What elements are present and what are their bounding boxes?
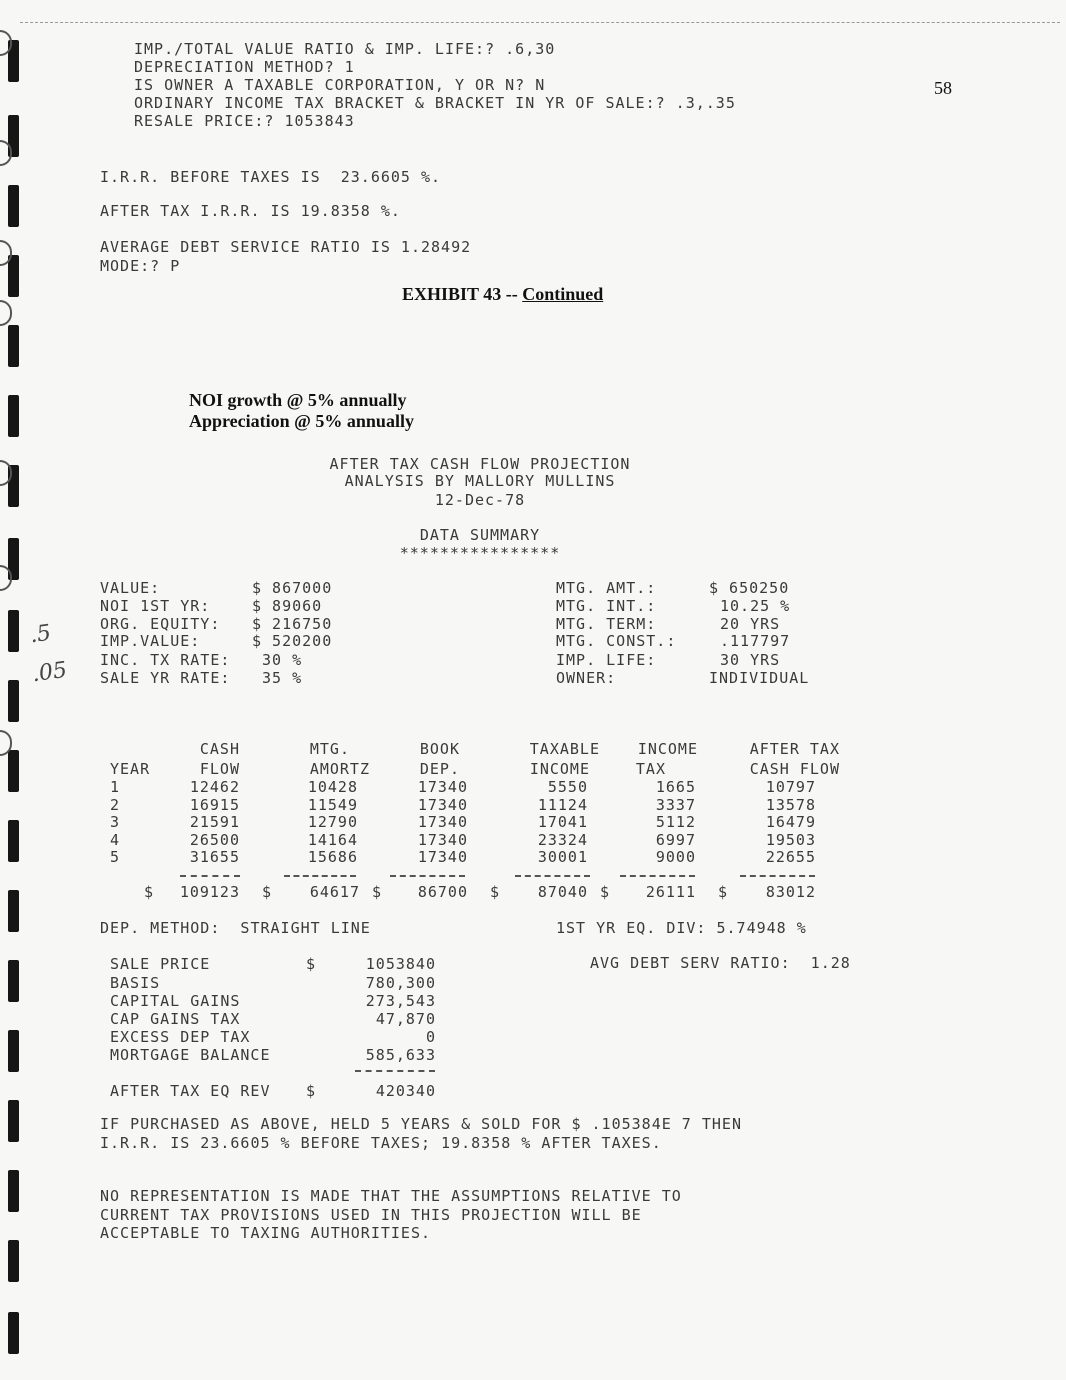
table-header: DEP. xyxy=(419,760,460,778)
table-header: FLOW xyxy=(199,760,240,778)
purchase-line: I.R.R. IS 23.6605 % BEFORE TAXES; 19.8358 % AFTER TAXES. xyxy=(100,1134,662,1152)
summary-label: MTG. TERM: xyxy=(556,615,657,633)
table-cell: 23324 xyxy=(537,830,588,849)
total-value: 109123 xyxy=(179,883,240,901)
table-cell: 17340 xyxy=(417,830,468,849)
summary-label: OWNER: xyxy=(556,669,617,687)
appreciation: Appreciation @ 5% annually xyxy=(189,411,414,431)
dep-method: DEP. METHOD: STRAIGHT LINE xyxy=(100,919,371,937)
report-title: AFTER TAX CASH FLOW PROJECTION xyxy=(329,455,631,473)
summary-value: 30 % xyxy=(262,651,303,669)
first-year-dividend: 1ST YR EQ. DIV: 5.74948 % xyxy=(556,919,807,937)
binding-hole xyxy=(8,185,19,227)
sale-label: BASIS xyxy=(110,974,161,992)
total-rule xyxy=(390,875,465,877)
table-cell: 16479 xyxy=(765,813,816,831)
total-prefix: $ xyxy=(372,883,383,901)
table-year-cell: 5 xyxy=(110,848,121,866)
total-value: 83012 xyxy=(765,883,816,901)
data-summary-title: DATA SUMMARY xyxy=(419,526,541,544)
table-cell: 10797 xyxy=(765,778,816,796)
table-header: CASH FLOW xyxy=(749,760,840,778)
total-value: 87040 xyxy=(537,883,588,901)
binding-hole xyxy=(8,1100,19,1142)
total-value: 86700 xyxy=(417,883,468,901)
summary-label: MTG. INT.: xyxy=(556,597,657,615)
summary-label: MTG. AMT.: xyxy=(556,579,657,597)
total-prefix: $ xyxy=(262,883,273,901)
disclaimer-line: ACCEPTABLE TO TAXING AUTHORITIES. xyxy=(100,1224,432,1242)
disclaimer-line: CURRENT TAX PROVISIONS USED IN THIS PROJECTION WILL BE xyxy=(100,1206,642,1224)
table-cell: 9000 xyxy=(655,848,696,866)
table-header: TAX xyxy=(635,760,666,778)
top-edge-line xyxy=(20,22,1060,23)
table-cell: 22655 xyxy=(765,848,816,866)
table-cell: 10428 xyxy=(307,778,358,796)
table-cell: 26500 xyxy=(189,830,240,849)
after-tax-rev-value: 420340 xyxy=(375,1082,436,1100)
table-cell: 1665 xyxy=(655,778,696,796)
table-header: INCOME xyxy=(637,740,698,758)
input-line: DEPRECIATION METHOD? 1 xyxy=(134,58,355,76)
total-prefix: $ xyxy=(600,883,611,901)
data-summary-stars: **************** xyxy=(399,544,561,562)
table-cell: 12790 xyxy=(307,813,358,831)
table-cell: 11549 xyxy=(307,795,358,814)
sale-label: EXCESS DEP TAX xyxy=(110,1028,251,1046)
handwritten-note: .05 xyxy=(30,657,69,688)
table-cell: 15686 xyxy=(307,848,358,866)
irr-after-taxes: AFTER TAX I.R.R. IS 19.8358 %. xyxy=(100,202,401,220)
total-rule xyxy=(180,875,240,877)
binding-hole xyxy=(8,325,19,367)
input-line: IMP./TOTAL VALUE RATIO & IMP. LIFE:? .6,30 xyxy=(134,40,556,58)
summary-label: MTG. CONST.: xyxy=(556,632,677,650)
avg-debt-serv-ratio: AVG DEBT SERV RATIO: 1.28 xyxy=(590,954,851,972)
summary-value: $ 520200 xyxy=(252,632,333,650)
summary-label: IMP.VALUE: xyxy=(100,632,201,650)
handwritten-note: .5 xyxy=(28,620,53,649)
sale-value: 273,543 xyxy=(365,992,436,1010)
table-cell: 5550 xyxy=(547,778,588,796)
binding-hole xyxy=(8,395,19,437)
total-value: 26111 xyxy=(645,883,696,901)
binding-hole xyxy=(8,255,19,297)
binding-hole xyxy=(8,890,19,932)
summary-value: 10.25 % xyxy=(720,597,791,615)
sale-prefix: $ xyxy=(306,955,317,973)
binding-hole xyxy=(8,750,19,792)
summary-label: NOI 1ST YR: xyxy=(100,597,211,615)
total-prefix: $ xyxy=(718,883,729,901)
table-cell: 19503 xyxy=(765,830,816,849)
summary-label: VALUE: xyxy=(100,579,161,597)
irr-before-taxes: I.R.R. BEFORE TAXES IS 23.6605 %. xyxy=(100,168,442,186)
summary-value: $ 867000 xyxy=(252,579,333,597)
binding-hole xyxy=(8,820,19,862)
summary-label: INC. TX RATE: xyxy=(100,651,231,669)
table-cell: 5112 xyxy=(655,813,696,831)
total-prefix: $ xyxy=(490,883,501,901)
sale-value: 0 xyxy=(425,1028,436,1046)
table-cell: 17340 xyxy=(417,848,468,866)
total-value: 64617 xyxy=(309,883,360,901)
total-rule xyxy=(515,875,590,877)
summary-value: 20 YRS xyxy=(720,615,781,633)
table-header: BOOK xyxy=(419,740,460,758)
table-cell: 11124 xyxy=(537,795,588,814)
table-year-cell: 4 xyxy=(110,830,121,849)
total-rule xyxy=(740,875,815,877)
binding-hole xyxy=(8,1240,19,1282)
binding-hole xyxy=(8,1030,19,1072)
binding-hole xyxy=(8,1170,19,1212)
purchase-line: IF PURCHASED AS ABOVE, HELD 5 YEARS & SOLD FOR $ .105384E 7 THEN xyxy=(100,1115,742,1133)
input-line: RESALE PRICE:? 1053843 xyxy=(134,112,355,130)
sale-label: MORTGAGE BALANCE xyxy=(110,1046,271,1064)
total-prefix: $ xyxy=(144,883,155,901)
table-cell: 31655 xyxy=(189,848,240,866)
page-number: 58 xyxy=(934,78,952,98)
table-header: CASH xyxy=(199,740,240,758)
table-header: YEAR xyxy=(110,760,151,778)
table-cell: 16915 xyxy=(189,795,240,814)
table-year-cell: 3 xyxy=(110,813,121,831)
sale-value: 47,870 xyxy=(375,1010,436,1028)
after-tax-rev-prefix: $ xyxy=(306,1082,317,1100)
summary-value: 30 YRS xyxy=(720,651,781,669)
summary-label: ORG. EQUITY: xyxy=(100,615,221,633)
summary-label: IMP. LIFE: xyxy=(556,651,657,669)
sale-rule xyxy=(355,1070,435,1072)
input-line: IS OWNER A TAXABLE CORPORATION, Y OR N? N xyxy=(134,76,546,94)
mode-prompt: MODE:? P xyxy=(100,257,181,275)
binding-hole xyxy=(8,960,19,1002)
table-header: AMORTZ xyxy=(309,760,370,778)
table-header: AFTER TAX xyxy=(749,740,840,758)
table-cell: 17340 xyxy=(417,778,468,796)
summary-label: SALE YR RATE: xyxy=(100,669,231,687)
average-debt-ratio: AVERAGE DEBT SERVICE RATIO IS 1.28492 xyxy=(100,238,472,256)
table-cell: 14164 xyxy=(307,830,358,849)
table-header: INCOME xyxy=(529,760,590,778)
binding-hole xyxy=(8,610,19,652)
summary-value: $ 650250 xyxy=(709,579,790,597)
table-year-cell: 2 xyxy=(110,795,121,814)
summary-value: .117797 xyxy=(720,632,791,650)
binding-hole xyxy=(8,680,19,722)
exhibit-title xyxy=(402,284,603,305)
total-rule xyxy=(620,875,695,877)
sale-value: 1053840 xyxy=(365,955,436,973)
binding-loop xyxy=(0,300,12,326)
summary-value: 35 % xyxy=(262,669,303,687)
input-line: ORDINARY INCOME TAX BRACKET & BRACKET IN YR OF SALE:? .3,.35 xyxy=(134,94,736,112)
summary-value: $ 216750 xyxy=(252,615,333,633)
sale-label: CAP GAINS TAX xyxy=(110,1010,241,1028)
table-cell: 3337 xyxy=(655,795,696,814)
after-tax-rev-label: AFTER TAX EQ REV xyxy=(110,1082,271,1100)
table-cell: 6997 xyxy=(655,830,696,849)
sale-label: SALE PRICE xyxy=(110,955,211,973)
binding-hole xyxy=(8,1312,19,1354)
table-cell: 17041 xyxy=(537,813,588,831)
table-cell: 17340 xyxy=(417,813,468,831)
sale-label: CAPITAL GAINS xyxy=(110,992,241,1010)
table-cell: 12462 xyxy=(189,778,240,796)
sale-value: 585,633 xyxy=(365,1046,436,1064)
table-header: MTG. xyxy=(309,740,350,758)
report-author: ANALYSIS BY MALLORY MULLINS xyxy=(344,472,616,490)
exhibit-label: EXHIBIT 43 -- xyxy=(402,284,518,304)
table-cell: 17340 xyxy=(417,795,468,814)
summary-value: INDIVIDUAL xyxy=(709,669,810,687)
disclaimer-line: NO REPRESENTATION IS MADE THAT THE ASSUMPTIONS RELATIVE TO xyxy=(100,1187,682,1205)
binding-holes xyxy=(0,0,20,1380)
sale-value: 780,300 xyxy=(365,974,436,992)
total-rule xyxy=(284,875,356,877)
summary-value: $ 89060 xyxy=(252,597,323,615)
table-cell: 30001 xyxy=(537,848,588,866)
report-date: 12-Dec-78 xyxy=(434,491,526,509)
exhibit-continued: Continued xyxy=(522,284,604,304)
table-header: TAXABLE xyxy=(529,740,600,758)
table-year-cell: 1 xyxy=(110,778,121,796)
table-cell: 13578 xyxy=(765,795,816,814)
noi-growth: NOI growth @ 5% annually xyxy=(189,390,407,410)
table-cell: 21591 xyxy=(189,813,240,831)
